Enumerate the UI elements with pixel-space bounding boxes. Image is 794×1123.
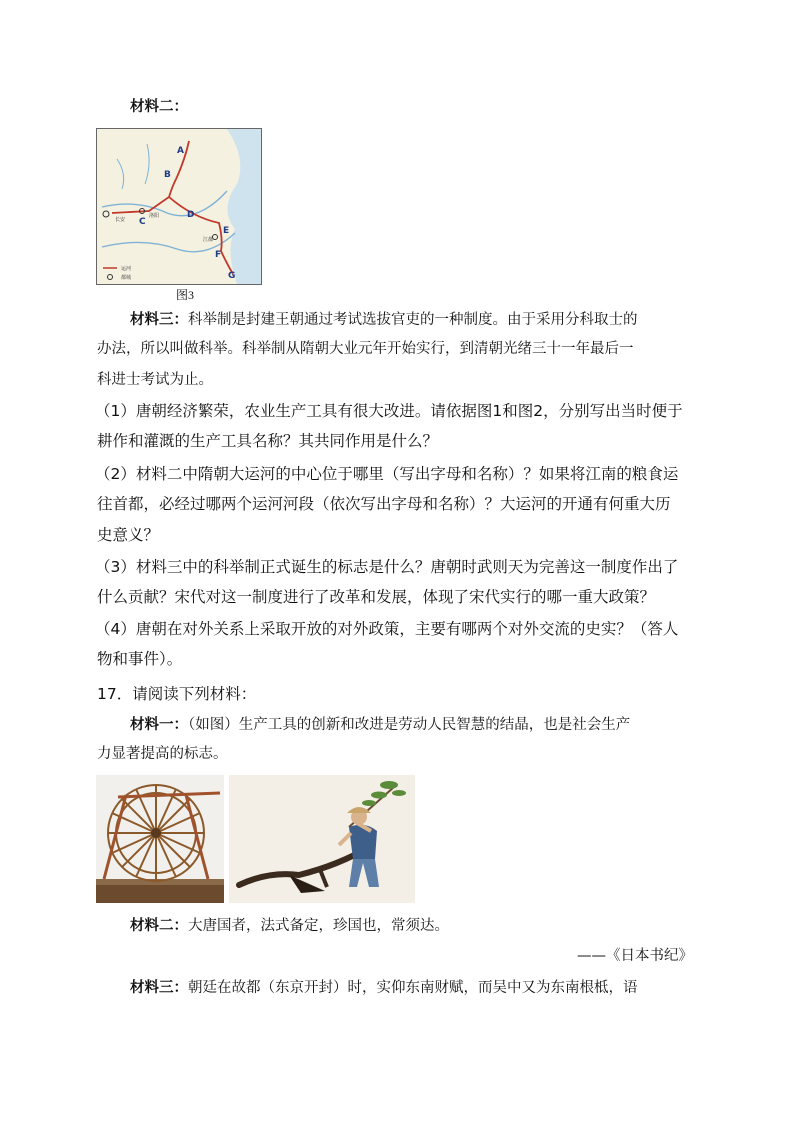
question-2-line-2: 往首都，必经过哪两个运河河段（依次写出字母和名称）？大运河的开通有何重大历 [97, 495, 671, 513]
map-label-d: D [187, 210, 195, 220]
map-label-f: F [215, 250, 222, 260]
material3-text-2: 办法，所以叫做科举。科举制从隋朝大业元年开始实行，到清朝光绪三十一年最后一 [97, 341, 634, 357]
grand-canal-map [96, 128, 262, 285]
q17-material2-label: 材料二： [130, 917, 188, 934]
q17-material1-text-1: （如图）生产工具的创新和改进是劳动人民智慧的结晶，也是社会生产 [188, 717, 631, 733]
q17-material2-line [130, 916, 449, 936]
question-17-title: 17．请阅读下列材料： [97, 685, 257, 703]
map-city-luoyang: 洛阳 [149, 213, 160, 219]
map-city-jiangdu: 江都 [203, 237, 214, 243]
question-2-line-3: 史意义？ [97, 526, 160, 544]
map-caption: 图3 [176, 288, 195, 302]
map-city-changan: 长安 [115, 217, 126, 223]
map-label-e: E [223, 226, 230, 236]
question-2-line-1: （2）材料二中隋朝大运河的中心位于哪里（写出字母和名称）？如果将江南的粮食运 [95, 465, 679, 483]
q17-material1-first-line [130, 715, 630, 735]
waterwheel-image [96, 775, 224, 903]
material3-text-3: 科进士考试为止。 [97, 372, 213, 388]
plough-farmer-image [229, 775, 415, 903]
material3-text-1: 科举制是封建王朝通过考试选拔官吏的一种制度。由于采用分科取士的 [188, 312, 638, 328]
q17-material3-line [130, 978, 638, 998]
map-legend-capital: 都城 [121, 275, 132, 281]
q17-material1-label: 材料一： [130, 716, 188, 733]
material3-label: 材料三： [130, 311, 188, 328]
q17-material3-label: 材料三： [130, 979, 188, 996]
map-legend-canal: 运河 [121, 266, 132, 272]
question-1-line-2: 耕作和灌溉的生产工具名称？其共同作用是什么？ [97, 432, 439, 450]
map-label-a: A [177, 146, 184, 156]
question-1-line-1: （1）唐朝经济繁荣，农业生产工具有很大改进。请依据图1和图2，分别写出当时便于 [95, 402, 683, 420]
question-4-line-2: 物和事件）。 [97, 650, 183, 668]
question-3-line-2: 什么贡献？宋代对这一制度进行了改革和发展，体现了宋代实行的哪一重大政策？ [97, 588, 656, 606]
map-label-c: C [139, 217, 146, 227]
q17-material1-text-2: 力显著提高的标志。 [97, 746, 228, 762]
material2-label: 材料二： [130, 98, 188, 115]
map-label-g: G [228, 271, 236, 281]
q17-material3-text: 朝廷在故都（东京开封）时，实仰东南财赋，而吴中又为东南根柢，语 [188, 980, 638, 996]
q17-material2-text: 大唐国者，法式备定，珍国也，常须达。 [188, 918, 449, 934]
q17-material2-source: ——《日本书纪》 [577, 948, 693, 964]
map-label-b: B [164, 170, 171, 180]
material3-first-line [130, 310, 638, 330]
question-3-line-1: （3）材料三中的科举制正式诞生的标志是什么？唐朝时武则天为完善这一制度作出了 [95, 558, 679, 576]
question-4-line-1: （4）唐朝在对外关系上采取开放的对外政策，主要有哪两个对外交流的史实？（答人 [95, 620, 679, 638]
